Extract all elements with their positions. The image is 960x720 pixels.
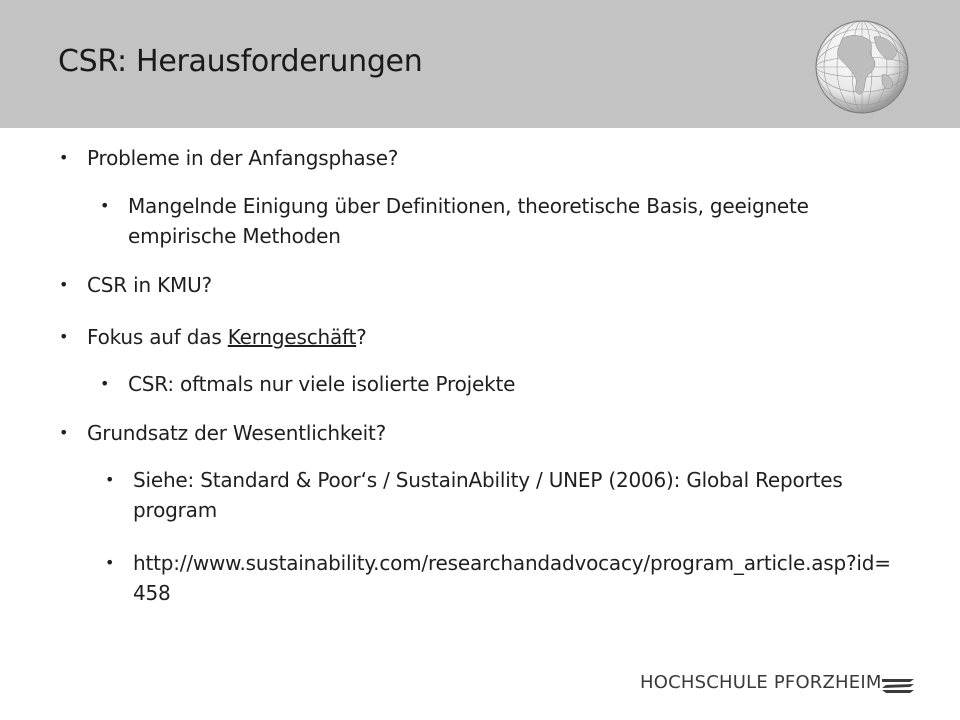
hochschule-pforzheim-logo — [880, 676, 916, 696]
globe-icon — [812, 17, 912, 117]
bullet-text: CSR in KMU? — [87, 273, 212, 297]
bullet-item — [59, 322, 907, 352]
bullet-text — [87, 322, 907, 352]
bullet-text: Probleme in der Anfangsphase? — [87, 146, 399, 170]
bullet-text: Mangelnde Einigung über Definitionen, theoretische Basis, geeignete empirische Methoden — [128, 194, 809, 248]
bullet-icon: • — [59, 327, 69, 346]
bullet-item — [59, 418, 907, 448]
bullet-icon: • — [59, 275, 69, 294]
bullet-text: Grundsatz der Wesentlichkeit? — [87, 421, 387, 445]
bullet-item — [59, 143, 907, 173]
bullet-item — [105, 465, 908, 525]
footer-institution: HOCHSCHULE PFORZHEIM — [640, 672, 882, 693]
bullet-text: Siehe: Standard & Poor‘s / SustainAbility / UNEP (2006): Global Reportes program — [133, 468, 843, 522]
bullet-icon: • — [59, 423, 69, 442]
slide-title: CSR: Herausforderungen — [58, 44, 423, 79]
kerngeschaeft-link[interactable]: Kerngeschäft — [227, 325, 357, 349]
bullet-icon: • — [105, 470, 115, 489]
bullet-text-suffix: ? — [356, 325, 367, 349]
bullet-icon: • — [59, 148, 69, 167]
bullet-text-prefix: Fokus auf das — [87, 325, 228, 349]
bullet-item — [100, 191, 908, 251]
bullet-icon: • — [100, 374, 110, 393]
bullet-item — [59, 270, 907, 300]
bullet-item — [100, 369, 908, 399]
bullet-item — [105, 548, 903, 608]
title-bar — [0, 0, 960, 128]
bullet-icon: • — [100, 196, 110, 215]
sustainability-url-link[interactable]: http://www.sustainability.com/researchandadvocacy/program_article.asp?id=458 — [133, 551, 891, 605]
bullet-icon: • — [105, 553, 115, 572]
bullet-text: CSR: oftmals nur viele isolierte Projekte — [128, 372, 516, 396]
